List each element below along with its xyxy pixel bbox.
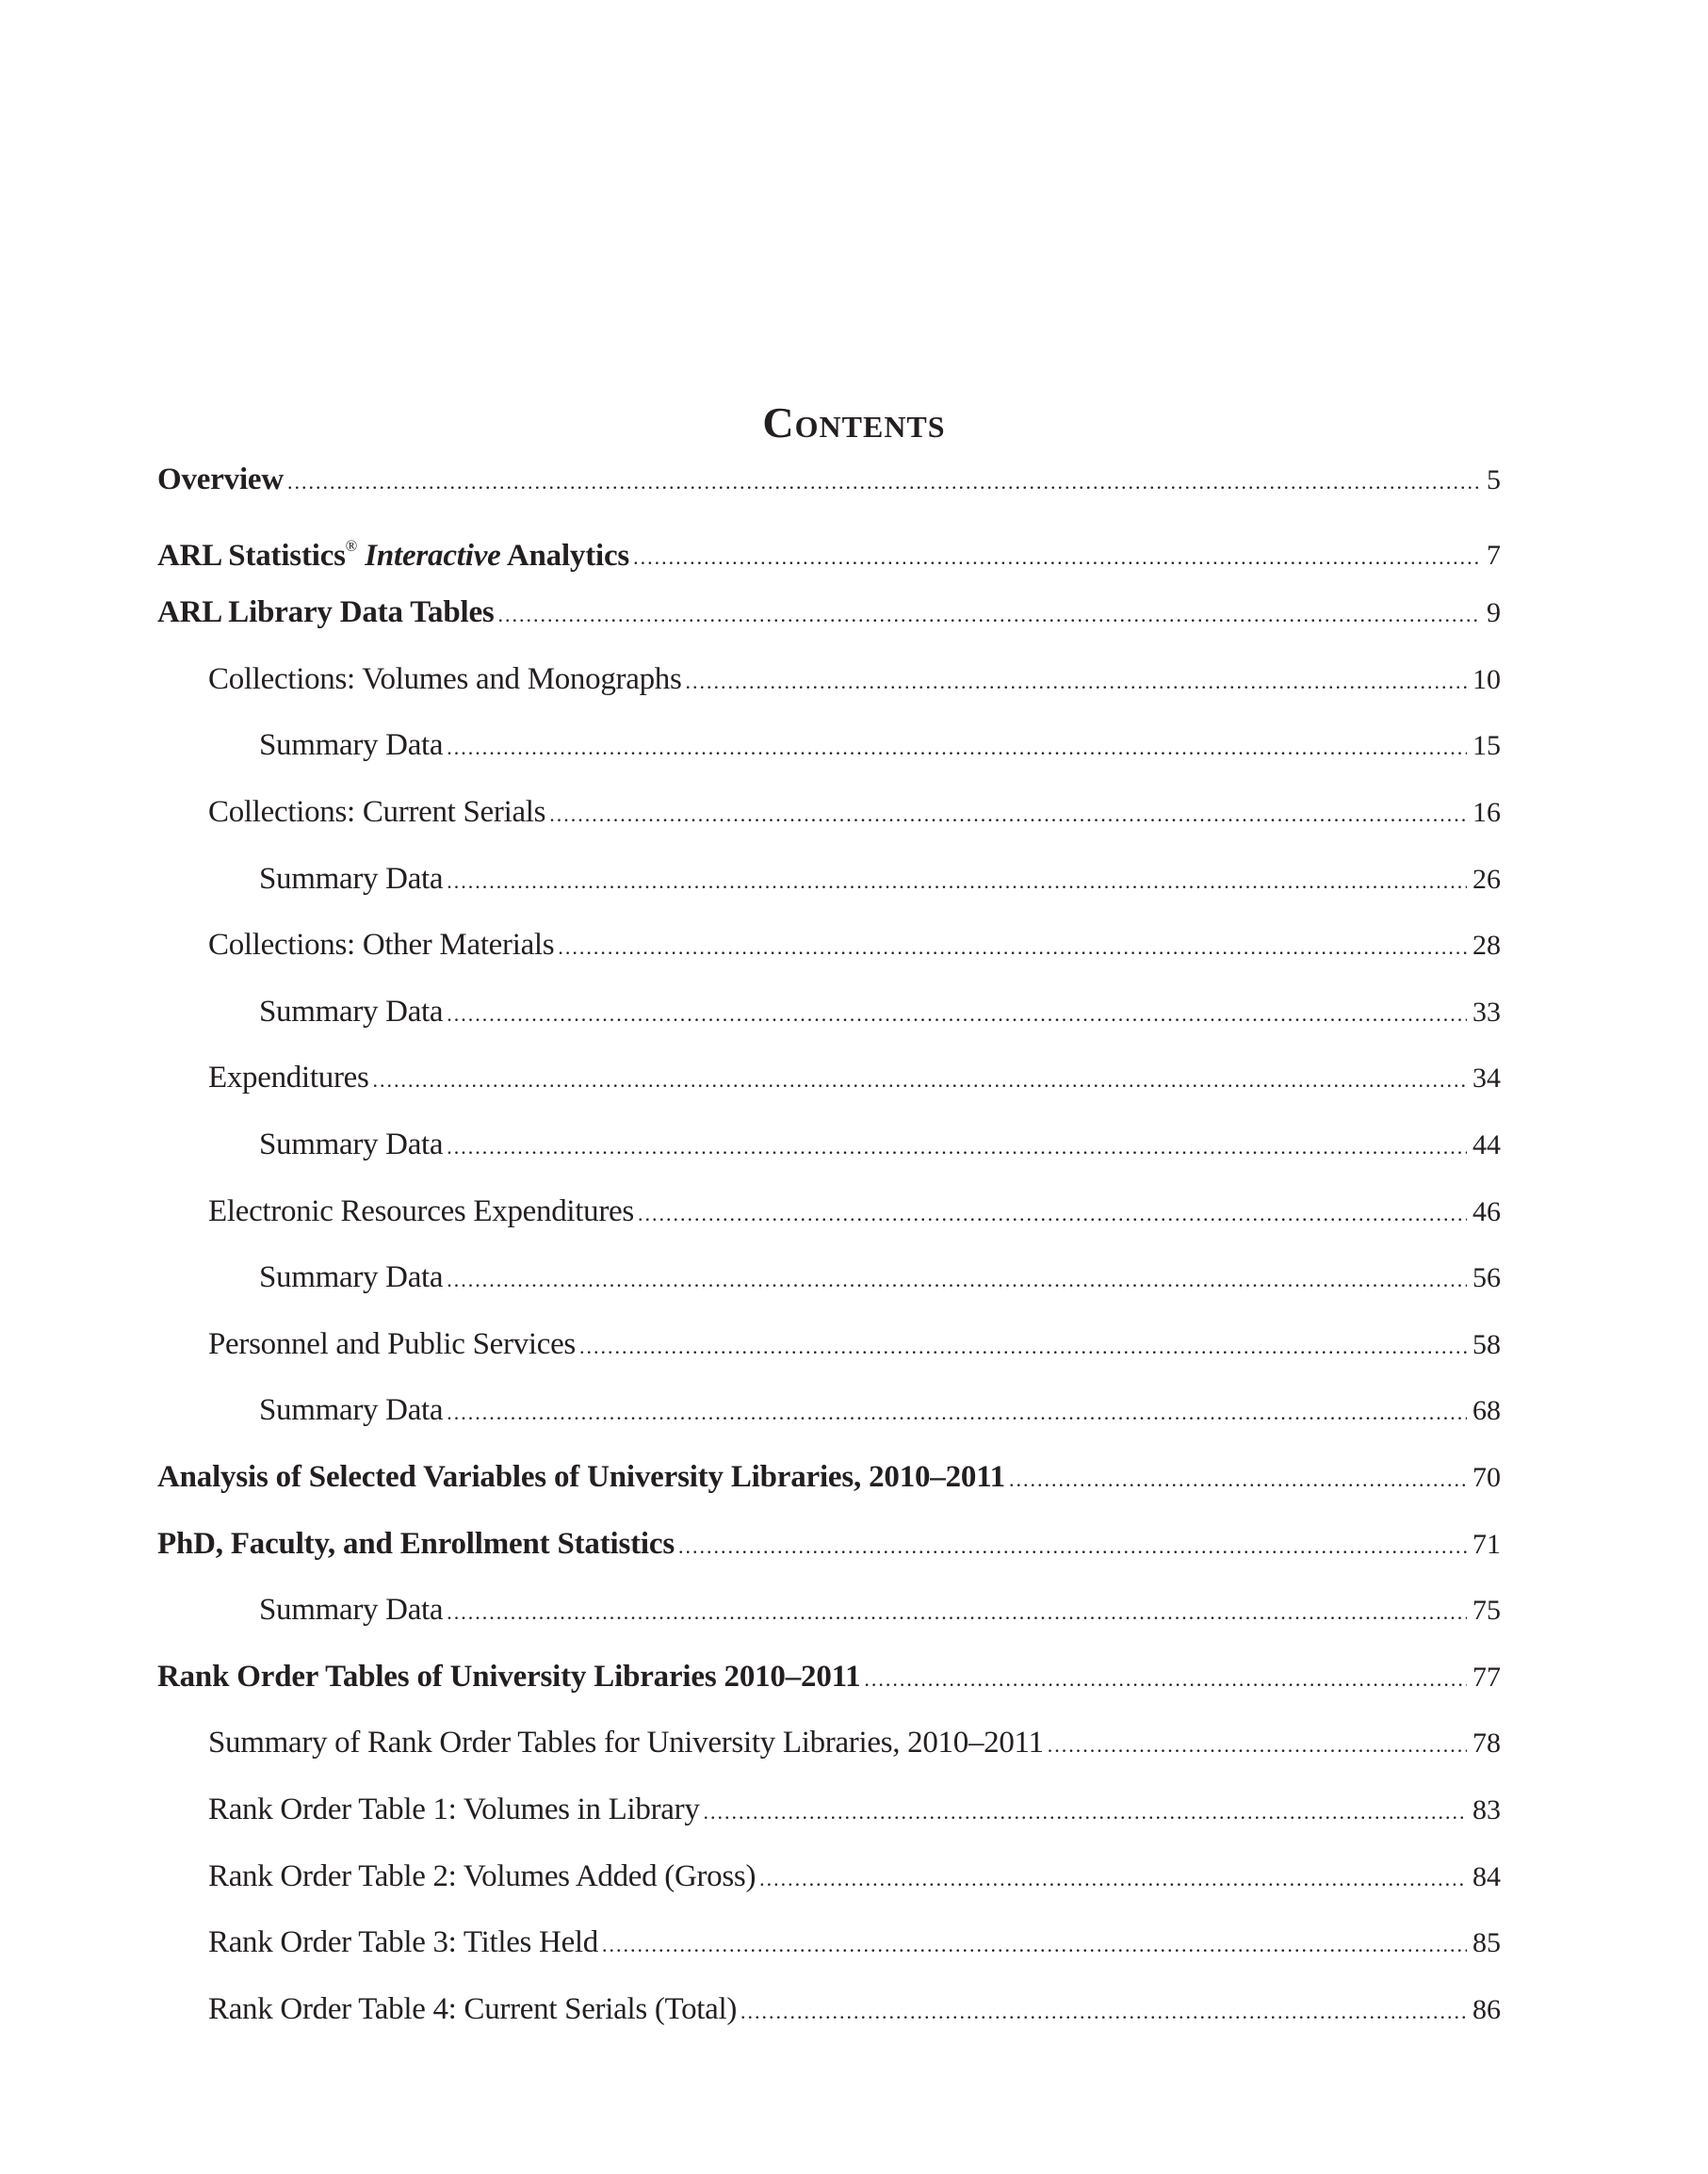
page-number: 68 <box>1472 1395 1501 1427</box>
dot-leader <box>678 1523 1467 1570</box>
dot-leader <box>447 1589 1467 1636</box>
toc-entry-section[interactable] <box>0 1653 1708 1700</box>
toc-entry-summary[interactable] <box>0 1121 1708 1168</box>
toc-entry-subsection[interactable] <box>0 1054 1708 1101</box>
page-number: 16 <box>1472 797 1501 828</box>
registered-trademark-symbol: ® <box>345 536 358 555</box>
page-number: 10 <box>1472 663 1501 695</box>
page-number: 46 <box>1472 1195 1501 1227</box>
toc-entry-subsection[interactable] <box>0 788 1708 836</box>
toc-entry-label: Summary Data <box>259 728 444 763</box>
dot-leader <box>447 1257 1467 1304</box>
toc-entry-label: Summary Data <box>259 1260 444 1295</box>
page-number: 75 <box>1472 1595 1501 1627</box>
page-number: 78 <box>1472 1728 1501 1760</box>
dot-leader <box>1048 1722 1467 1769</box>
page-number: 77 <box>1472 1661 1501 1693</box>
toc-entry-summary[interactable] <box>0 988 1708 1035</box>
toc-entry-section[interactable] <box>0 523 1708 573</box>
dot-leader <box>549 791 1467 838</box>
dot-leader <box>447 724 1467 771</box>
toc-entry-section[interactable] <box>0 589 1708 636</box>
toc-entry-label: Rank Order Table 2: Volumes Added (Gross) <box>208 1858 756 1893</box>
dot-leader <box>638 1191 1467 1238</box>
page-number: 58 <box>1472 1328 1501 1360</box>
toc-entry-label: Rank Order Table 1: Volumes in Library <box>208 1793 700 1826</box>
toc-entry-label: Collections: Current Serials <box>208 795 546 829</box>
page-number: 9 <box>1487 597 1501 629</box>
label-italic-text: Interactive <box>365 538 501 573</box>
toc-entry-subsection[interactable] <box>0 1786 1708 1833</box>
dot-leader <box>447 1124 1467 1171</box>
toc-entry-label: Summary Data <box>259 1128 444 1161</box>
toc-entry-label: Rank Order Table 4: Current Serials (Total) <box>208 1991 738 2026</box>
toc-entry-subsection[interactable] <box>0 1719 1708 1766</box>
toc-entry-label: Summary Data <box>259 861 444 896</box>
page-number: 44 <box>1472 1129 1501 1160</box>
dot-leader <box>633 534 1481 581</box>
page-number: 28 <box>1472 930 1501 962</box>
toc-entry-label: Summary Data <box>259 1593 444 1628</box>
dot-leader <box>373 1057 1467 1104</box>
dot-leader <box>447 991 1467 1038</box>
dot-leader <box>287 459 1481 506</box>
toc-entry-section[interactable] <box>0 456 1708 503</box>
dot-leader <box>602 1922 1467 1969</box>
toc-entry-summary[interactable] <box>0 1586 1708 1633</box>
toc-entry-section[interactable] <box>0 1520 1708 1567</box>
page-number: 15 <box>1472 730 1501 762</box>
toc-entry-section[interactable] <box>0 1453 1708 1501</box>
toc-entry-label <box>157 523 629 579</box>
toc-entry-summary[interactable] <box>0 1387 1708 1434</box>
toc-entry-subsection[interactable] <box>0 1853 1708 1900</box>
page-number: 5 <box>1487 464 1501 495</box>
dot-leader <box>447 858 1467 905</box>
page-number: 70 <box>1472 1462 1501 1493</box>
toc-entry-label: Analysis of Selected Variables of University Libraries, 2010–2011 <box>157 1460 1005 1494</box>
page-number: 71 <box>1472 1528 1501 1560</box>
toc-entry-label: Electronic Resources Expenditures <box>208 1193 634 1228</box>
dot-leader <box>447 1389 1467 1436</box>
toc-entry-label: Expenditures <box>208 1061 369 1095</box>
page-number: 33 <box>1472 996 1501 1028</box>
dot-leader <box>864 1656 1467 1703</box>
toc-entry-label: Rank Order Table 3: Titles Held <box>208 1925 598 1960</box>
toc-entry-summary[interactable] <box>0 722 1708 769</box>
toc-entry-label: ARL Library Data Tables <box>157 595 495 630</box>
toc-entry-label: Summary Data <box>259 1393 444 1428</box>
label-text: Analytics <box>506 538 630 573</box>
toc-entry-label: Overview <box>157 462 285 496</box>
dot-leader <box>686 658 1467 706</box>
dot-leader <box>759 1856 1467 1903</box>
toc-entry-label: Collections: Volumes and Monographs <box>208 661 682 696</box>
dot-leader <box>740 1988 1467 2036</box>
dot-leader <box>498 592 1481 639</box>
toc-entry-subsection[interactable] <box>0 921 1708 968</box>
page-number: 84 <box>1472 1860 1501 1892</box>
toc-entry-subsection[interactable] <box>0 1188 1708 1235</box>
dot-leader <box>1009 1456 1467 1503</box>
toc-entry-summary[interactable] <box>0 855 1708 902</box>
toc-entry-summary[interactable] <box>0 1254 1708 1301</box>
page-number: 85 <box>1472 1927 1501 1959</box>
toc-entry-label: Summary of Rank Order Tables for University Libraries, 2010–2011 <box>208 1726 1044 1760</box>
toc-entry-subsection[interactable] <box>0 1321 1708 1368</box>
toc-entry-label: Rank Order Tables of University Libraries 2010–2011 <box>157 1659 861 1694</box>
toc-entry-label: PhD, Faculty, and Enrollment Statistics <box>157 1526 675 1561</box>
toc-entry-label: Collections: Other Materials <box>208 928 555 963</box>
toc-entry-subsection[interactable] <box>0 1986 1708 2033</box>
page-number: 83 <box>1472 1794 1501 1825</box>
page-number: 34 <box>1472 1063 1501 1095</box>
page-number: 86 <box>1472 1993 1501 2025</box>
toc-entry-label: Personnel and Public Services <box>208 1326 576 1361</box>
page-title: Contents <box>762 397 946 446</box>
dot-leader <box>704 1789 1467 1836</box>
toc-entry-subsection[interactable] <box>0 1919 1708 1966</box>
page-number: 26 <box>1472 863 1501 895</box>
dot-leader <box>558 924 1467 971</box>
page-number: 56 <box>1472 1262 1501 1294</box>
toc-entry-subsection[interactable] <box>0 656 1708 703</box>
page-number: 7 <box>1487 540 1501 572</box>
dot-leader <box>579 1323 1467 1371</box>
label-text: ARL Statistics <box>157 538 346 573</box>
toc-entry-label: Summary Data <box>259 994 444 1029</box>
